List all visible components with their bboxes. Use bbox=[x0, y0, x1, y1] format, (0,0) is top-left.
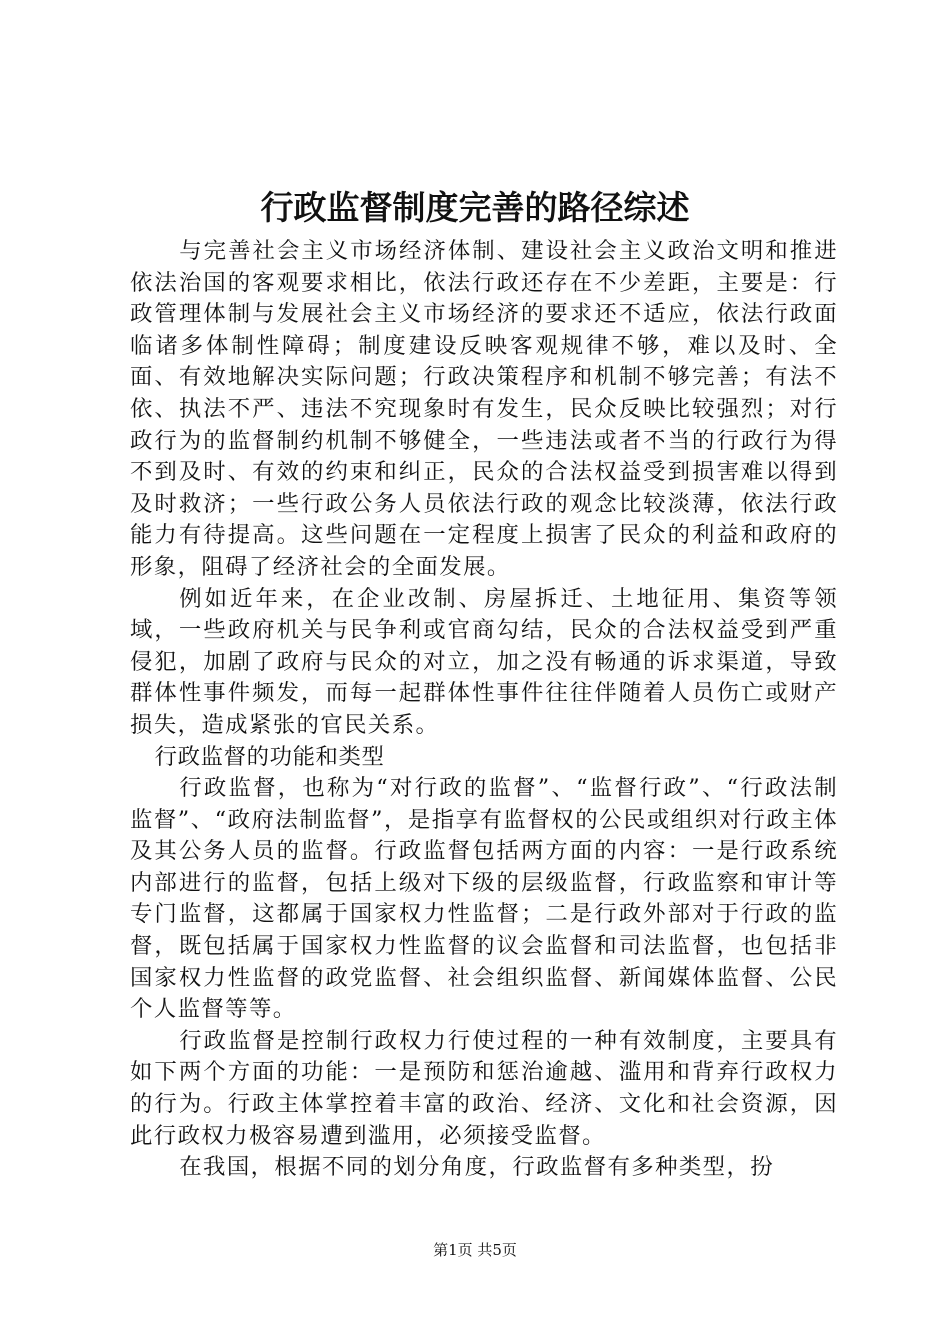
document-title: 行政监督制度完善的路径综述 bbox=[260, 188, 690, 227]
paragraph-3: 行政监督，也称为“对行政的监督”、“监督行政”、“行政法制监督”、“政府法制监督”，是指享有监督权的公民或组织对行政主体及其公务人员的监督。行政监督包括两方面的内容：一是行政系统内部进行的监督，包括上级对下级的层级监督，行政监察和审计等专门监督，这都属于国家权力性监督；二是行政外部对于行政的监督，既包括属于国家权力性监督的议会监督和司法监督，也包括非国家权力性监督的政党监督、社会组织监督、新闻媒体监督、公民个人监督等等。 bbox=[130, 775, 838, 1023]
paragraph-4: 行政监督是控制行政权力行使过程的一种有效制度，主要具有如下两个方面的功能：一是预防和惩治逾越、滥用和背弃行政权力的行为。行政主体掌控着丰富的政治、经济、文化和社会资源，因此行政权力极容易遭到滥用，必须接受监督。 bbox=[130, 1027, 838, 1149]
paragraph-5: 在我国，根据不同的划分角度，行政监督有多种类型，扮 bbox=[179, 1154, 775, 1181]
paragraph-2: 例如近年来，在企业改制、房屋拆迁、土地征用、集资等领域，一些政府机关与民争利或官商勾结，民众的合法权益受到严重侵犯，加剧了政府与民众的对立，加之没有畅通的诉求渠道，导致群体性事件频发，而每一起群体性事件往往伴随着人员伤亡或财产损失，造成紧张的官民关系。 bbox=[130, 585, 838, 738]
document-body bbox=[130, 236, 838, 1184]
page-footer: 第1页 共5页 bbox=[433, 1241, 517, 1259]
paragraph-1: 与完善社会主义市场经济体制、建设社会主义政治文明和推进依法治国的客观要求相比，依法行政还存在不少差距，主要是：行政管理体制与发展社会主义市场经济的要求还不适应，依法行政面临诸多体制性障碍；制度建设反映客观规律不够，难以及时、全面、有效地解决实际问题；行政决策程序和机制不够完善；有法不依、执法不严、违法不究现象时有发生，民众反映比较强烈；对行政行为的监督制约机制不够健全，一些违法或者不当的行政行为得不到及时、有效的约束和纠正，民众的合法权益受到损害难以得到及时救济；一些行政公务人员依法行政的观念比较淡薄，依法行政能力有待提高。这些问题在一定程度上损害了民众的利益和政府的形象，阻碍了经济社会的全面发展。 bbox=[130, 238, 838, 580]
section-heading: 行政监督的功能和类型 bbox=[154, 743, 385, 770]
